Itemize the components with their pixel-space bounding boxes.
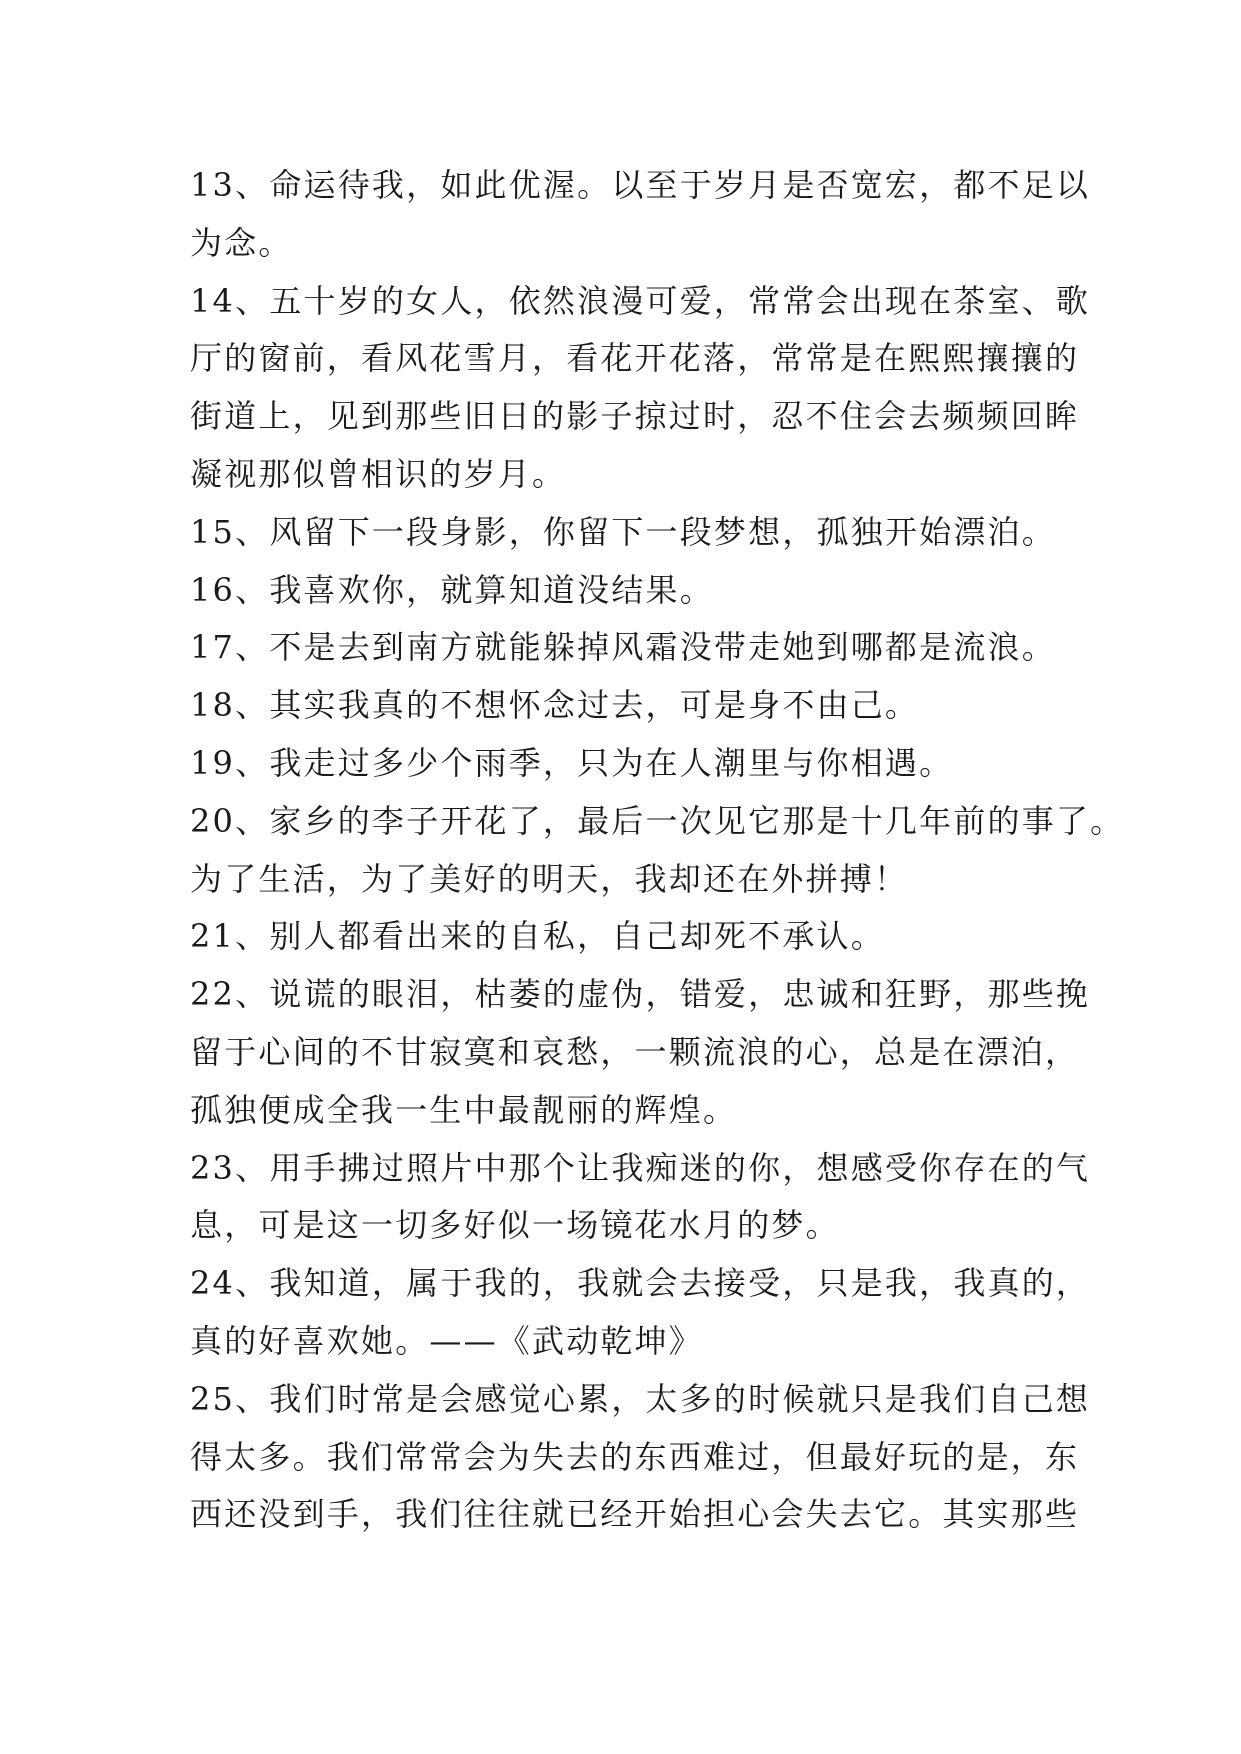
text-line: 得太多。我们常常会为失去的东西难过，但最好玩的是，东 [190,1437,1080,1476]
text-line: 23、用手拂过照片中那个让我痴迷的你，想感受你存在的气 [190,1148,1091,1187]
text-line: 13、命运待我，如此优渥。以至于岁月是否宽宏，都不足以 [190,166,1091,204]
text-line: 西还没到手，我们往往就已经开始担心会失去它。其实那些 [190,1495,1080,1534]
text-line: 21、别人都看出来的自私，自己却死不承认。 [190,917,885,956]
text-line: 16、我喜欢你，就算知道没结果。 [190,570,714,609]
text-line: 25、我们时常是会感觉心累，太多的时候就只是我们自己想 [190,1379,1091,1418]
text-line: 为念。 [190,223,293,262]
text-line: 留于心间的不甘寂寞和哀愁，一颗流浪的心，总是在漂泊， [190,1032,1080,1071]
text-line: 息，可是这一切多好似一场镜花水月的梦。 [190,1206,840,1245]
text-line: 为了生活，为了美好的明天，我却还在外拼搏！ [190,859,909,898]
text-line: 街道上，见到那些旧日的影子掠过时，忍不住会去频频回眸 [190,397,1080,436]
text-line: 24、我知道，属于我的，我就会去接受，只是我，我真的， [190,1264,1091,1303]
text-line: 孤独便成全我一生中最靓丽的辉煌。 [190,1090,738,1129]
text-line: 真的好喜欢她。——《武动乾坤》 [190,1321,704,1360]
text-line: 厅的窗前，看风花雪月，看花开花落，常常是在熙熙攘攘的 [190,339,1080,378]
text-line: 18、其实我真的不想怀念过去，可是身不由己。 [190,686,920,725]
text-line: 凝视那似曾相识的岁月。 [190,454,567,493]
text-line: 14、五十岁的女人，依然浪漫可爱，常常会出现在茶室、歌 [190,281,1091,320]
text-line: 22、说谎的眼泪，枯萎的虚伪，错爱，忠诚和狂野，那些挽 [190,975,1091,1014]
document-body [190,157,1125,1544]
text-line: 20、家乡的李子开花了，最后一次见它那是十几年前的事了。 [190,801,1125,840]
text-line: 17、不是去到南方就能躲掉风霜没带走她到哪都是流浪。 [190,628,1056,667]
text-line: 15、风留下一段身影，你留下一段梦想，孤独开始漂泊。 [190,512,1056,551]
text-line: 19、我走过多少个雨季，只为在人潮里与你相遇。 [190,743,954,782]
